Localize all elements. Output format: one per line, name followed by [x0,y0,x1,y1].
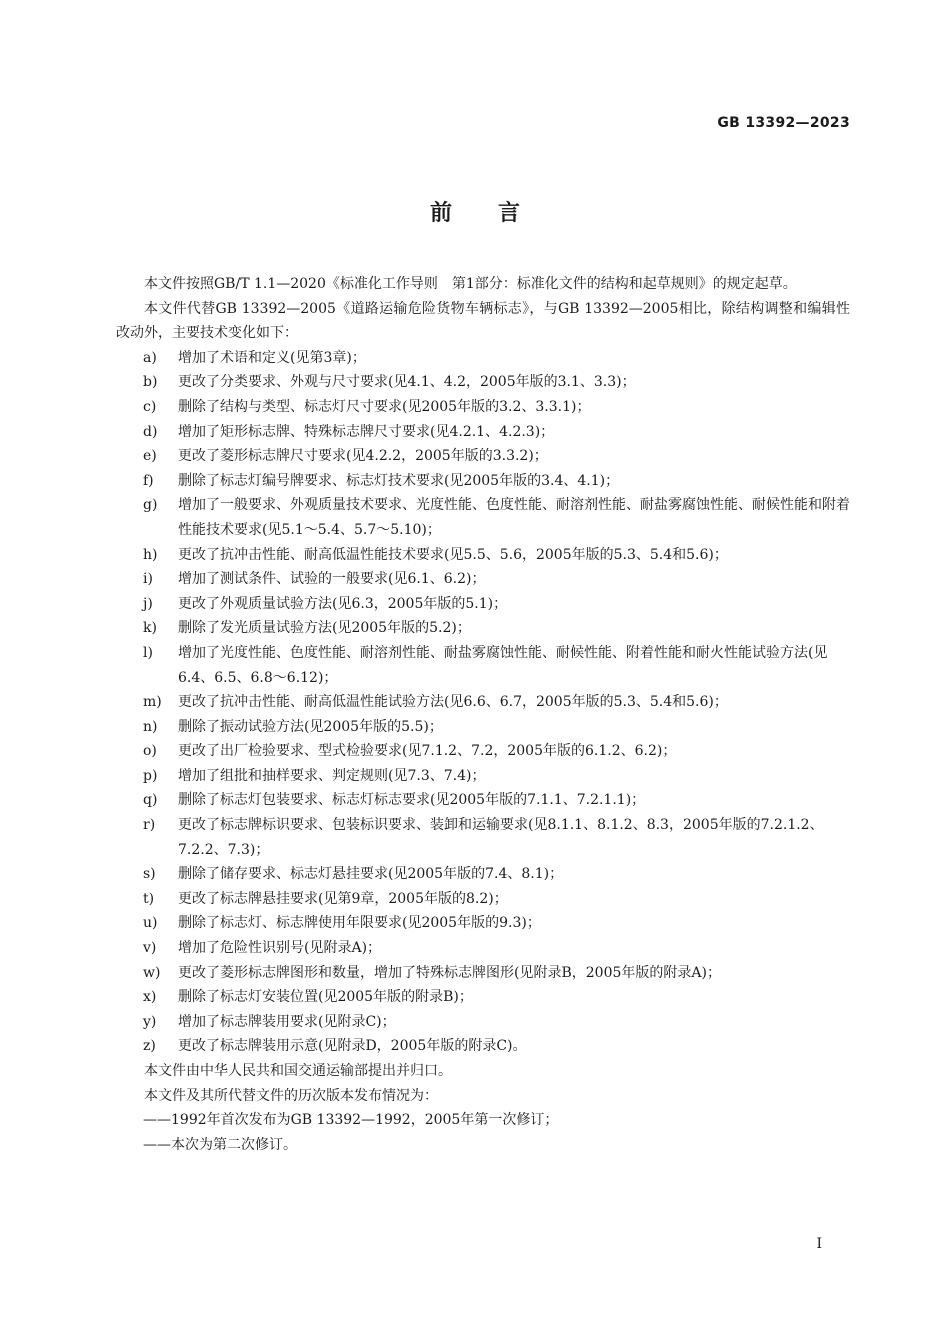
change-item [116,346,850,371]
change-item-text: 更改了菱形标志牌尺寸要求(见4.2.2，2005年版的3.3.2)； [178,448,548,465]
change-item-label: q) [143,792,158,809]
page-number: I [816,1236,822,1252]
change-item [116,911,850,936]
change-item [116,887,850,912]
change-item-label: b) [143,374,158,391]
change-item-label: z) [143,1038,156,1055]
change-item [116,715,850,740]
preface-body [116,272,850,1157]
change-item [116,370,850,395]
change-item-label: p) [143,767,158,784]
change-item-text: 更改了外观质量试验方法(见6.3，2005年版的5.1)； [178,595,508,612]
history-item: ——本次为第二次修订。 [143,1136,297,1153]
change-item [116,444,850,469]
change-item [116,936,850,961]
change-item-label: f) [143,472,154,489]
change-item-label: j) [143,595,153,612]
change-item-label: r) [143,817,156,834]
change-item [116,788,850,813]
change-item-text: 更改了标志牌悬挂要求(见第9章，2005年版的8.2)； [178,890,508,907]
change-item-text: 更改了分类要求、外观与尺寸要求(见4.1、4.2，2005年版的3.1、3.3)； [178,374,636,391]
change-item-text: 更改了标志牌标识要求、包装标识要求、装卸和运输要求(见8.1.1、8.1.2、8.3，2005年版的7.2.1.2、7.2.2、7.3)； [178,817,824,858]
change-item [116,739,850,764]
change-item-text: 删除了标志灯编号牌要求、标志灯技术要求(见2005年版的3.4、4.1)； [178,472,620,489]
change-item-label: t) [143,890,155,907]
change-item-label: e) [143,448,157,465]
change-item-text: 删除了标志灯、标志牌使用年限要求(见2005年版的9.3)； [178,915,541,932]
change-item-text: 删除了标志灯包装要求、标志灯标志要求(见2005年版的7.1.1、7.2.1.1)； [178,792,646,809]
change-item-text: 更改了标志牌装用示意(见附录D，2005年版的附录C)。 [178,1038,527,1055]
change-item [116,543,850,568]
change-item-text: 删除了结构与类型、标志灯尺寸要求(见2005年版的3.2、3.3.1)； [178,398,591,415]
change-item-label: i) [143,571,153,588]
change-item-text: 增加了光度性能、色度性能、耐溶剂性能、耐盐雾腐蚀性能、耐候性能、附着性能和耐火性能试验方法(见6.4、6.5、6.8～6.12)； [178,644,828,686]
change-item [116,420,850,445]
change-item-label: o) [143,743,157,760]
change-item [116,493,850,542]
change-item-label: a) [143,349,157,366]
intro-paragraph: 本文件代替GB 13392—2005《道路运输危险货物车辆标志》，与GB 13392—2005相比，除结构调整和编辑性改动外，主要技术变化如下： [116,300,850,342]
change-item-label: m) [143,694,162,711]
change-item [116,592,850,617]
change-item-text: 删除了标志灯安装位置(见2005年版的附录B)； [178,989,473,1006]
change-item-label: y) [143,1013,157,1030]
change-item-label: c) [143,398,157,415]
closing-paragraph: 本文件及其所代替文件的历次版本发布情况为： [144,1087,438,1104]
page-title: 前言 [429,201,566,226]
change-item-text: 删除了储存要求、标志灯悬挂要求(见2005年版的7.4、8.1)； [178,866,564,883]
change-item [116,1010,850,1035]
change-item-text: 增加了矩形标志牌、特殊标志牌尺寸要求(见4.2.1、4.2.3)； [178,423,555,440]
change-item [116,764,850,789]
change-item-label: w) [143,964,161,981]
change-item-text: 更改了出厂检验要求、型式检验要求(见7.1.2、7.2，2005年版的6.1.2、6.2)； [178,743,677,760]
change-item-label: u) [143,915,158,932]
change-item-label: g) [143,497,158,514]
change-item [116,1034,850,1059]
change-item-text: 删除了发光质量试验方法(见2005年版的5.2)； [178,620,471,637]
change-item-text: 增加了术语和定义(见第3章)； [178,349,366,366]
change-item [116,641,850,690]
change-item-text: 增加了组批和抽样要求、判定规则(见7.3、7.4)； [178,767,486,784]
change-item-text: 增加了测试条件、试验的一般要求(见6.1、6.2)； [178,571,486,588]
change-item-label: l) [143,644,153,661]
closing-paragraph: 本文件由中华人民共和国交通运输部提出并归口。 [144,1063,452,1079]
change-item-label: v) [143,940,157,957]
change-item-text: 增加了标志牌装用要求(见附录C)； [178,1013,396,1030]
change-item-text: 更改了抗冲击性能、耐高低温性能试验方法(见6.6、6.7，2005年版的5.3、5.4和5.6)； [178,694,728,711]
change-item-text: 增加了一般要求、外观质量技术要求、光度性能、色度性能、耐溶剂性能、耐盐雾腐蚀性能、耐候性能和附着性能技术要求(见5.1～5.4、5.7～5.10)； [178,497,850,538]
changes-list [116,346,850,1059]
change-item-text: 增加了危险性识别号(见附录A)； [178,940,382,957]
change-item-label: h) [143,546,158,563]
change-item [116,985,850,1010]
history-item: ——1992年首次发布为GB 13392—1992，2005年第一次修订； [143,1112,559,1129]
change-item-label: n) [143,718,158,735]
change-item [116,616,850,641]
change-item-text: 更改了菱形标志牌图形和数量，增加了特殊标志牌图形(见附录B，2005年版的附录A)； [178,964,721,981]
change-item [116,567,850,592]
standard-number: GB 13392—2023 [717,115,850,131]
change-item [116,395,850,420]
change-item [116,469,850,494]
change-item-label: x) [143,989,157,1006]
change-item-label: k) [143,620,157,637]
change-item [116,862,850,887]
change-item [116,813,850,862]
change-item-text: 删除了振动试验方法(见2005年版的5.5)； [178,718,443,735]
change-item [116,961,850,986]
change-item-text: 更改了抗冲击性能、耐高低温性能技术要求(见5.5、5.6，2005年版的5.3、5.4和5.6)； [178,546,728,563]
change-item-label: d) [143,423,158,440]
change-item [116,690,850,715]
change-item-label: s) [143,866,156,883]
intro-paragraph: 本文件按照GB/T 1.1—2020《标准化工作导则 第1部分：标准化文件的结构和起草规则》的规定起草。 [144,276,797,292]
